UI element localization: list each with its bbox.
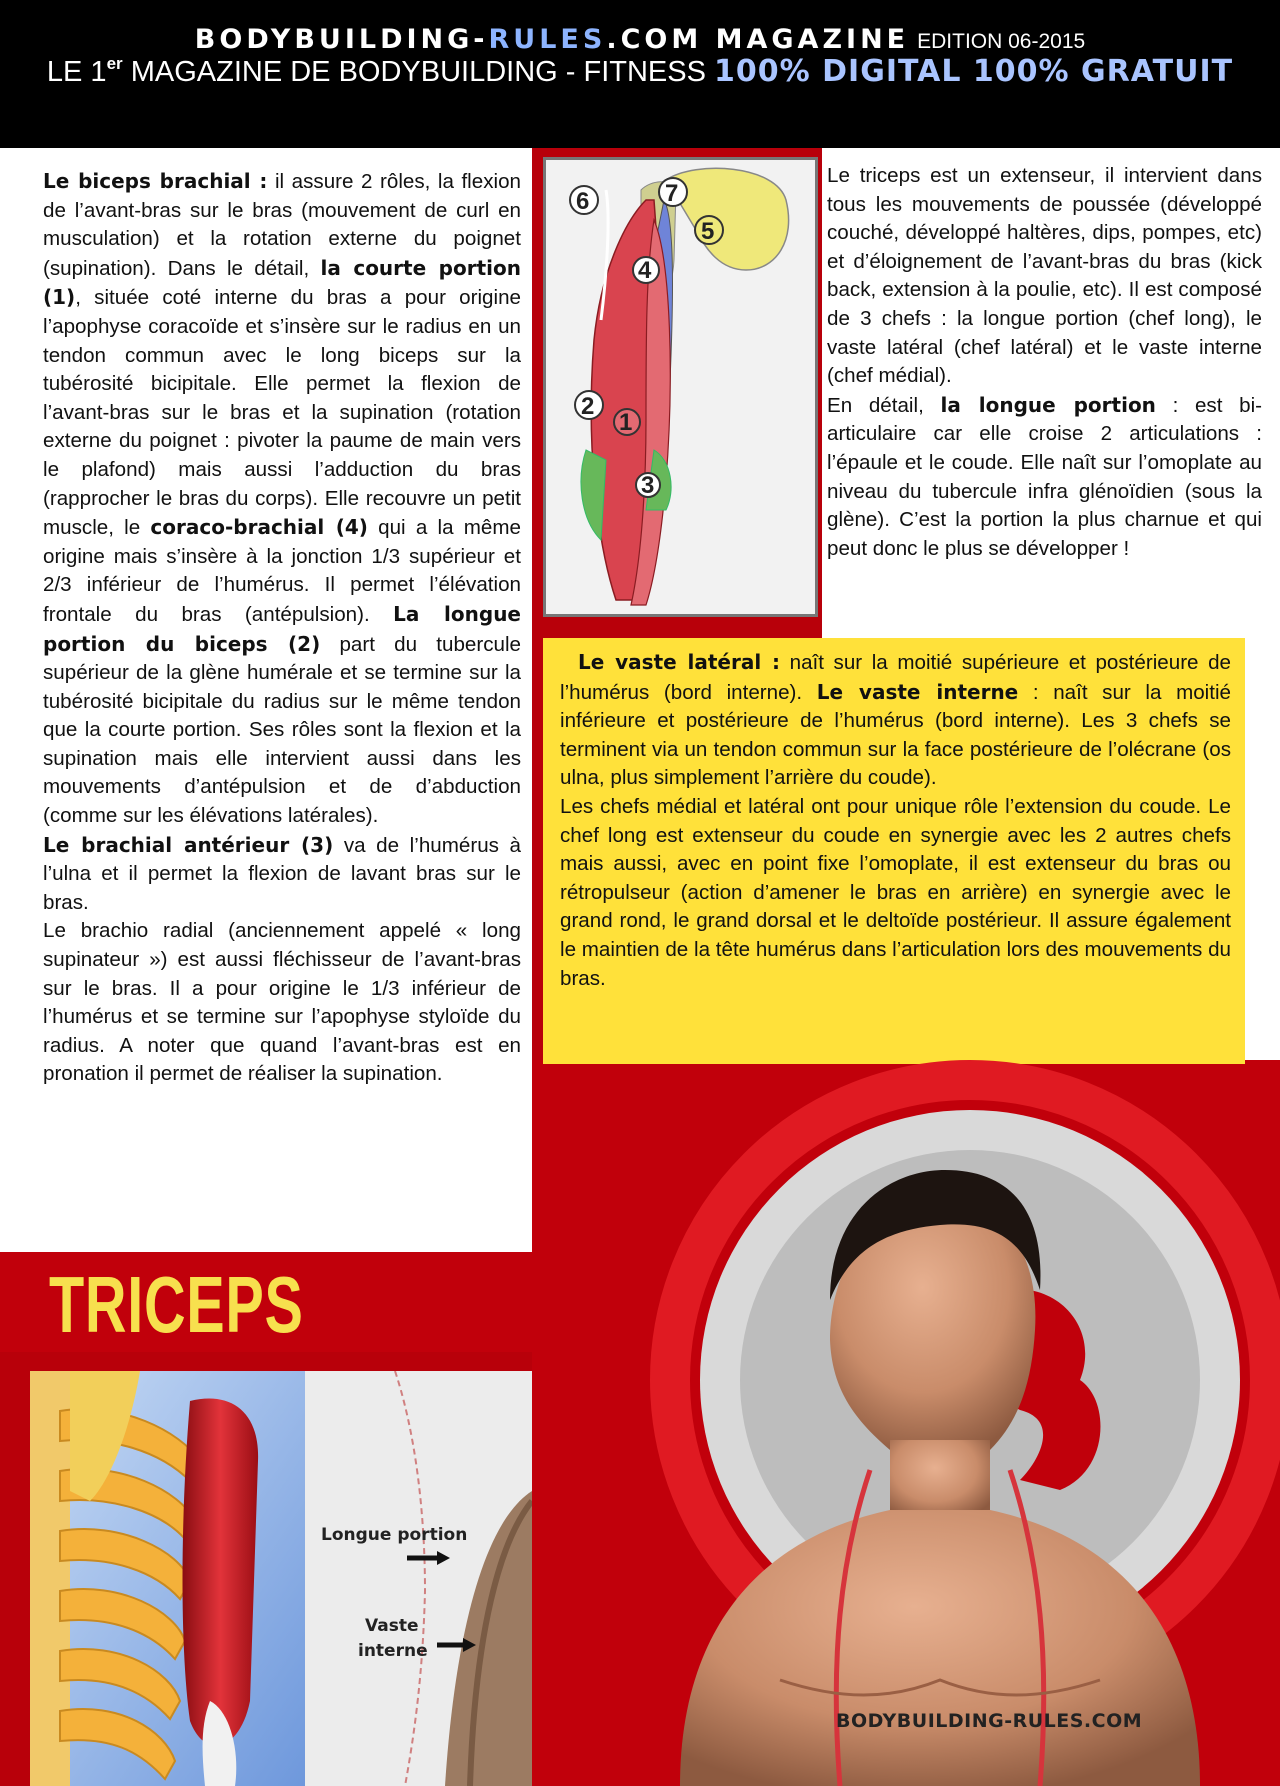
tagline-prefix: LE 1 [46, 56, 107, 88]
label-interne: interne [358, 1641, 428, 1661]
text-segment: En détail, [827, 393, 941, 417]
figure-label-4: 4 [638, 257, 652, 284]
biceps-paragraph [43, 167, 521, 831]
biceps-article [43, 167, 521, 1089]
text-segment: va de l’humérus à l’ulna et il permet la flexion de lavant bras sur le bras. [43, 833, 521, 914]
tagline-emphasis: 100% DIGITAL 100% GRATUIT [714, 54, 1234, 89]
text-segment: : est bi-articulaire car elle croise 2 articulations : l’épaule et le coude. Elle naît sur l’omoplate au niveau du tubercule infra glénoïdien (sous la glène). C’est la portion la plus charnue et qui peut donc le plus se développer ! [827, 393, 1262, 560]
triceps-photo-drawing [305, 1371, 532, 1786]
masthead-site-highlight: RULES [488, 24, 607, 55]
brachial-paragraph [43, 831, 521, 918]
figure-label-1: 1 [619, 409, 633, 436]
masthead-site-suffix: .COM MAGAZINE [606, 24, 910, 55]
keyword-courte-portion: la courte portion (1) [43, 255, 521, 310]
keyword-brachial-anterieur: Le brachial antérieur (3) [43, 832, 334, 857]
footer-website: BODYBUILDING-RULES.COM [836, 1710, 1143, 1732]
masthead-site-part: BODYBUILDING- [194, 24, 489, 55]
triceps-article [827, 162, 1262, 563]
masthead-title [0, 24, 1280, 55]
chefs-paragraph: Les chefs médial et latéral ont pour unique rôle l’extension du coude. Le chef long est extenseur du coude en synergie avec les 2 autres chefs mais aussi, avec en point fixe l’omoplate, il est extenseur du bras ou rétropulseur (action d’amener le bras en arrière) en synergie avec le grand rond, le grand dorsal et le deltoïde postérieur. Il assure également le maintien de la tête humérus dans l’articulation lors des mouvements du bras. [560, 794, 1231, 990]
keyword-longue-portion: la longue portion [940, 392, 1156, 417]
keyword-coraco-brachial: coraco-brachial (4) [150, 515, 368, 540]
triceps-3d-illustration [30, 1371, 305, 1786]
text-segment: qui a la même origine mais s’insère à la jonction 1/3 supérieur et 2/3 inférieur de l’humérus. Il permet l’élévation frontale du bras (antépulsion). [43, 516, 521, 626]
vaste-info-box [543, 638, 1245, 1064]
edition-label: EDITION 06-2015 [917, 30, 1086, 53]
text-segment: , située coté interne du bras a pour origine l’apophyse coracoïde et s’insère sur le radius en un tendon commun avec le long biceps sur la tubérosité bicipitale. Elle permet la flexion de l’avant-bras sur le bras et la supination (rotation externe du poignet : pivoter la paume de main vers le plafond) mais aussi l’adduction du bras (rapprocher le bras du corps). Elle recouvre un petit muscle, le [43, 286, 521, 540]
triceps-photo [305, 1371, 532, 1786]
brachio-radial-paragraph: Le brachio radial (anciennement appelé « long supinateur ») est aussi fléchisseur de l’avant-bras sur le bras. Il a pour origine le 1/3 inférieur de l’humérus et se termine sur l’apophyse styloïde du radius. A noter que quand l’avant-bras est en pronation il permet de réaliser la supination. [43, 919, 521, 1086]
label-longue-portion: Longue portion [321, 1525, 468, 1545]
text-segment: naît sur la moitié supérieure et postérieure de l’humérus (bord interne). [560, 651, 1231, 704]
masthead-tagline [0, 54, 1280, 89]
keyword-biceps-brachial: Le biceps brachial : [43, 169, 268, 193]
text-segment: : naît sur la moitié inférieure et postérieure de l’humérus (bord interne). Les 3 chefs se terminent via un tendon commun sur la face postérieure de l’olécrane (os ulna, plus simplement l’arrière du coude). [560, 680, 1231, 790]
triceps-3d-drawing [30, 1371, 305, 1786]
fitness-model-photo [640, 1040, 1280, 1786]
figure-label-7: 7 [665, 180, 679, 207]
magazine-header [0, 0, 1280, 148]
triceps-intro-paragraph: Le triceps est un extenseur, il intervient dans tous les mouvements de poussée (développé couché, développé haltères, dips, pompes, etc) et d’éloignement de l’avant-bras du bras (kick back, extension à la poulie, etc). Il est composé de 3 chefs : la longue portion (chef long), le vaste latéral (chef latéral) et le vaste interne (chef médial). [827, 164, 1262, 388]
keyword-vaste-lateral: Le vaste latéral : [578, 650, 781, 674]
biceps-anatomy-figure [543, 157, 818, 617]
figure-label-3: 3 [641, 472, 655, 499]
figure-label-5: 5 [701, 218, 715, 245]
label-vaste: Vaste [365, 1616, 419, 1636]
text-segment: part du tubercule supérieur de la glène humérale et se termine sur la tubérosité bicipitale du radius sur le même tendon que la courte portion. Ses rôles sont la flexion et la supination mais elle intervient aussi dans les mouvements d’antépulsion et de d’abduction (comme sur les élévations latérales). [43, 632, 521, 828]
model-and-logo-drawing [640, 1040, 1280, 1786]
vaste-paragraph [560, 648, 1231, 793]
longue-portion-paragraph [827, 391, 1262, 564]
figure-label-6: 6 [576, 188, 590, 215]
triceps-heading: TRICEPS [49, 1260, 304, 1349]
keyword-longue-portion-biceps: La longue portion du biceps (2) [43, 601, 521, 656]
text-segment: il assure 2 rôles, la flexion de l’avant-bras sur le bras (mouvement de curl en musculation) et la rotation externe du poignet (supination). Dans le détail, [43, 170, 521, 280]
figure-label-2: 2 [581, 393, 595, 420]
biceps-anatomy-drawing [546, 160, 815, 614]
keyword-vaste-interne: Le vaste interne [816, 679, 1019, 704]
tagline-superscript: er [106, 54, 123, 73]
tagline-middle: MAGAZINE DE BODYBUILDING - FITNESS [122, 56, 715, 88]
